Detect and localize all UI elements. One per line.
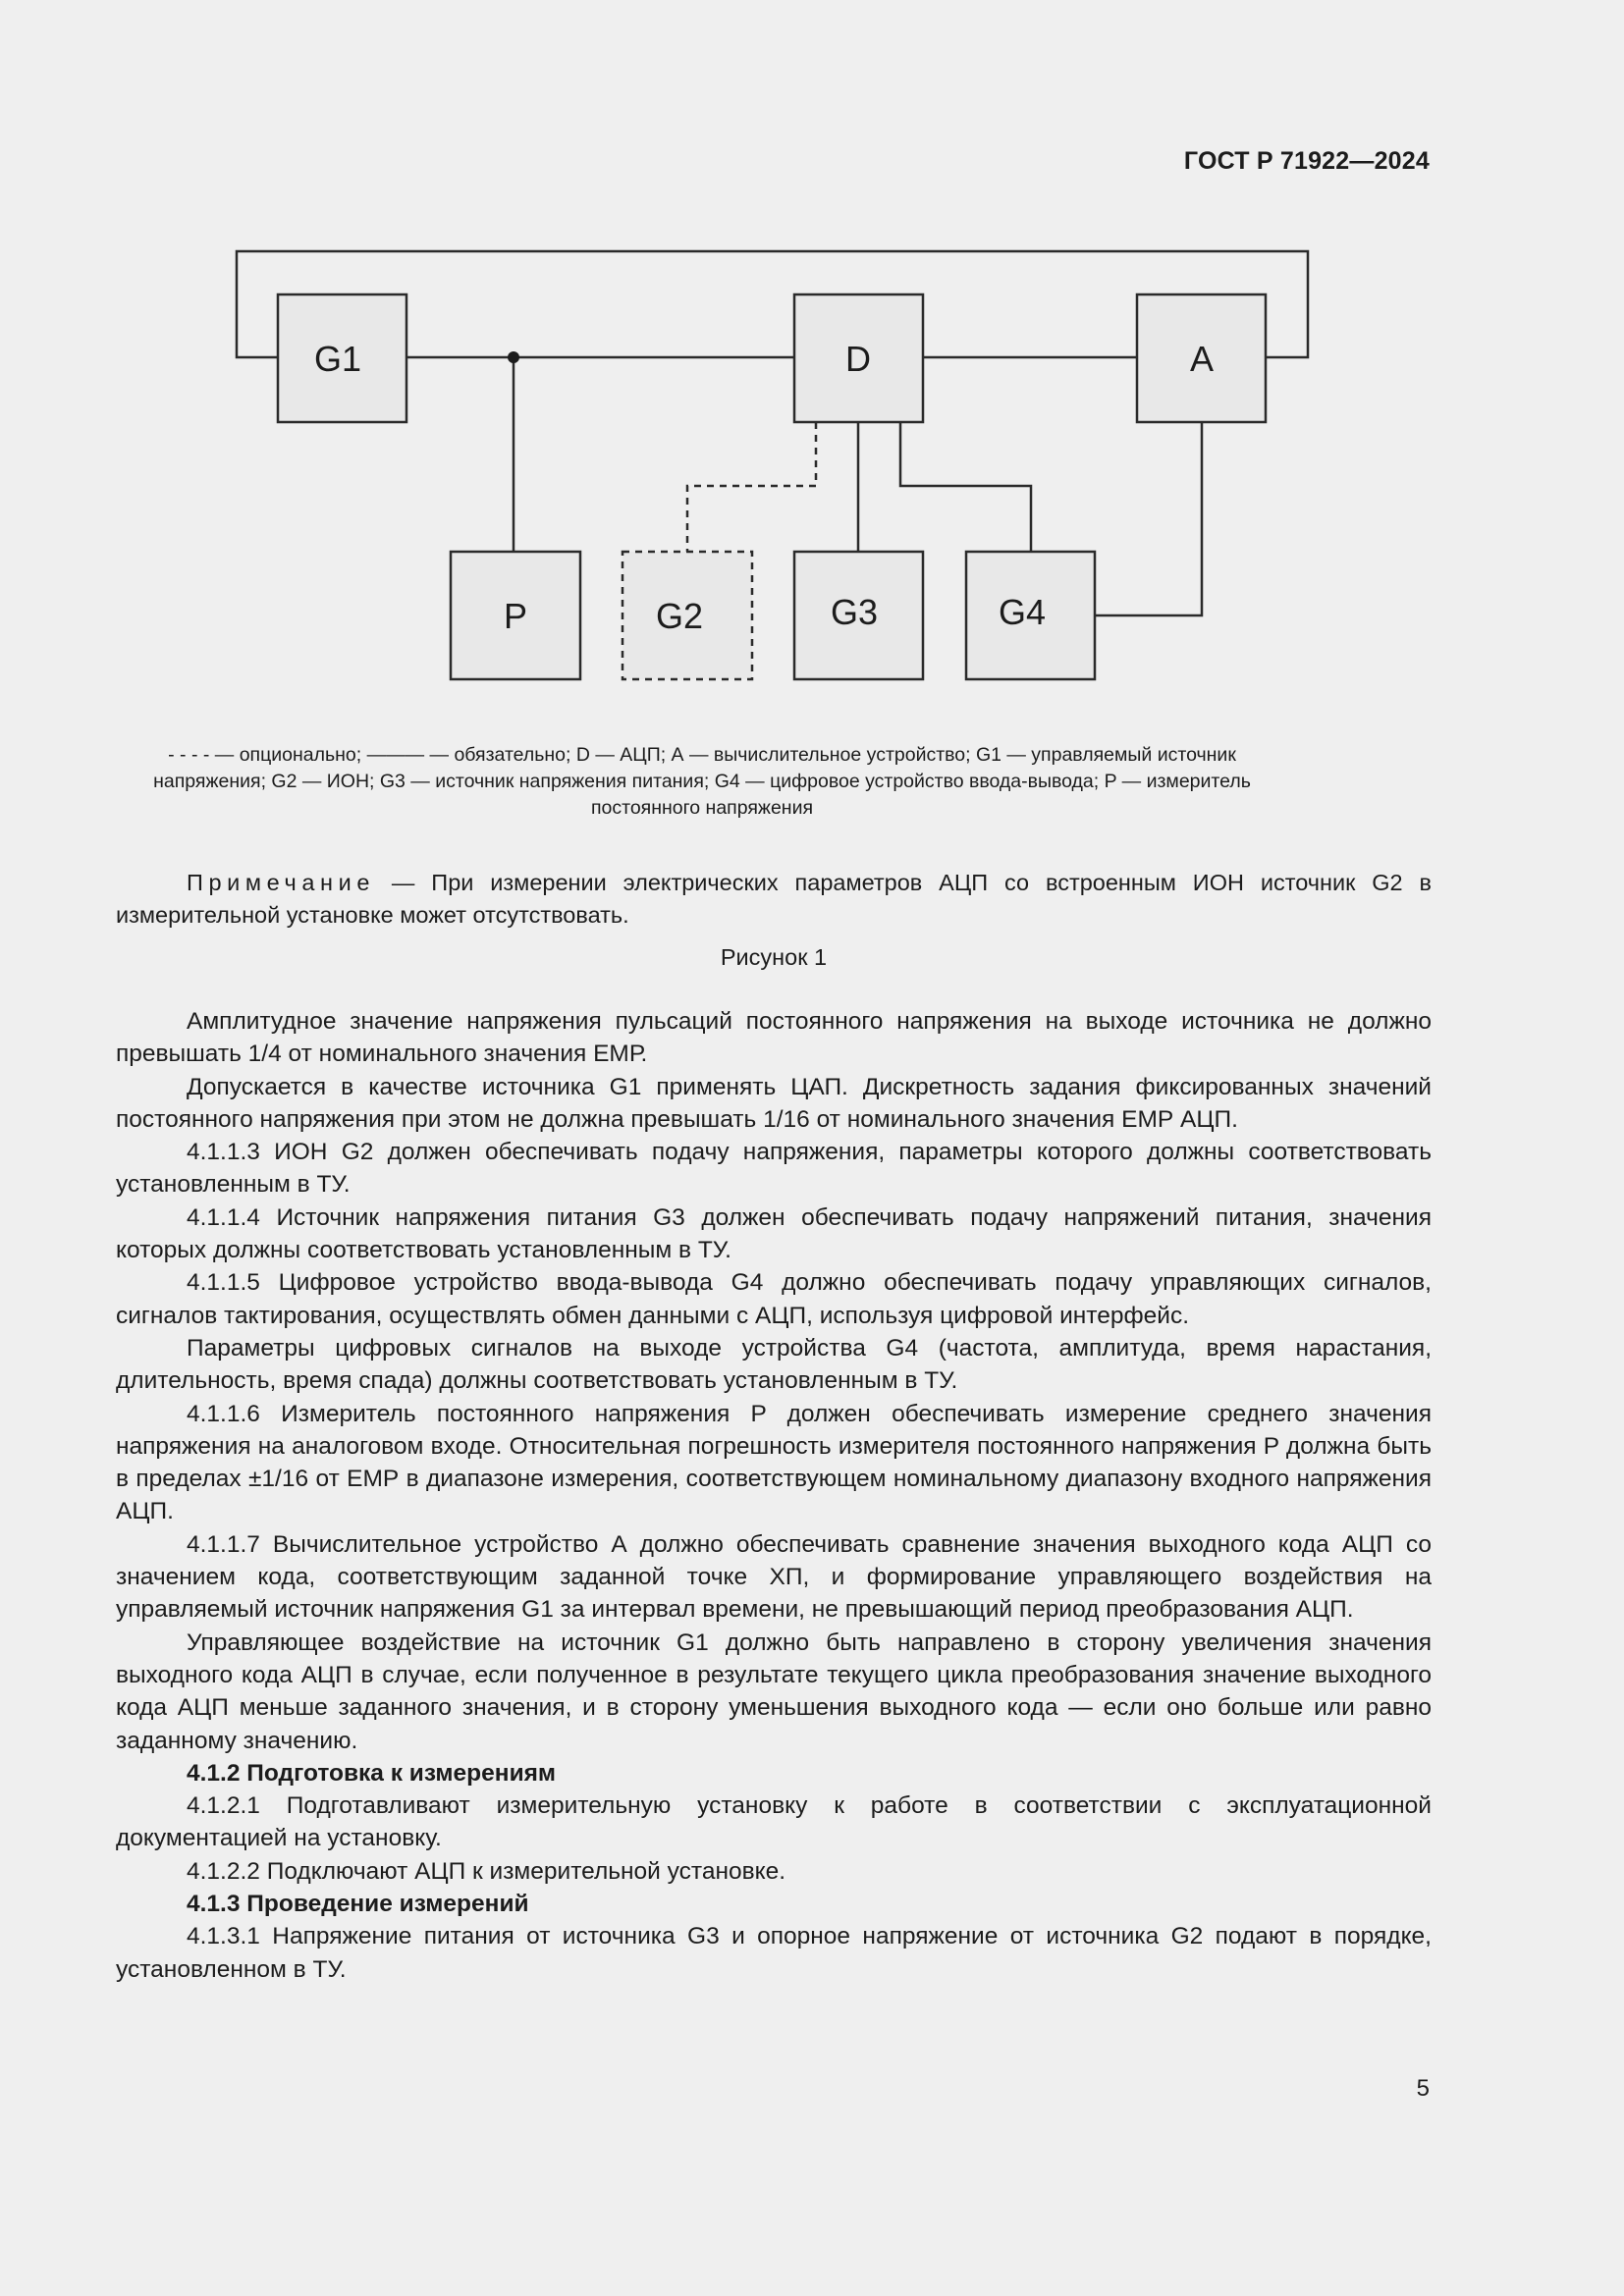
line-d-g2-optional [687, 422, 816, 552]
note-text: — При измерении электрических параметров АЦП со встроенным ИОН источник G2 в измерительной установке может отсутствовать. [116, 870, 1432, 928]
line-d-g4 [900, 422, 1031, 552]
paragraph: 4.1.2.2 Подключают АЦП к измерительной установке. [187, 1857, 786, 1885]
paragraph: Амплитудное значение напряжения пульсаций постоянного напряжения на выходе источника не должно превышать 1/4 от номинального значения ЕМР. [116, 1008, 1432, 1068]
paragraph: 4.1.1.5 Цифровое устройство ввода-вывода G4 должно обеспечивать подачу управляющих сигналов, сигналов тактирования, осуществлять обмен данными с АЦП, используя цифровой интерфейс. [116, 1269, 1432, 1329]
figure-caption: Рисунок 1 [720, 944, 828, 970]
line-a-g4 [1094, 422, 1202, 615]
block-d-label: D [845, 339, 871, 379]
junction-dot [508, 351, 519, 363]
block-g3-label: G3 [830, 592, 879, 632]
paragraph: Допускается в качестве источника G1 применять ЦАП. Дискретность задания фиксированных значений постоянного напряжения при этом не должна превышать 1/16 от номинального значения ЕМР АЦП. [116, 1073, 1432, 1133]
paragraph: 4.1.1.3 ИОН G2 должен обеспечивать подачу напряжения, параметры которого должны соответствовать установленным в ТУ. [116, 1139, 1432, 1199]
legend-line: постоянного напряжения [590, 797, 814, 819]
paragraph: Управляющее воздействие на источник G1 должно быть направлено в сторону увеличения значения выходного кода АЦП в случае, если полученное в результате текущего цикла преобразования значение выходного кода АЦП меньше заданного значения, и в сторону уменьшения выходного кода — если оно больше или равно заданному значению. [116, 1629, 1432, 1754]
paragraph: 4.1.1.6 Измеритель постоянного напряжения P должен обеспечивать измерение среднего значения напряжения на аналоговом входе. Относительная погрешность измерителя постоянного напряжения P должна быть в пределах ±1/16 от ЕМР в диапазоне измерения, соответствующем номинальному диапазону входного напряжения АЦП. [116, 1400, 1432, 1525]
document-code: ГОСТ Р 71922—2024 [1183, 147, 1430, 175]
section-heading: 4.1.3 Проведение измерений [187, 1891, 529, 1918]
paragraph: 4.1.3.1 Напряжение питания от источника G3 и опорное напряжение от источника G2 подают в порядке, установленном в ТУ. [116, 1923, 1432, 1983]
section-heading: 4.1.2 Подготовка к измерениям [187, 1759, 557, 1787]
body-text [116, 1005, 1432, 1986]
block-a-label: A [1189, 339, 1215, 379]
paragraph: 4.1.2.1 Подготавливают измерительную установку к работе в соответствии с эксплуатационной документацией на установку. [116, 1792, 1432, 1852]
legend-line: - - - - — опционально; ——— — обязательно; D — АЦП; А — вычислительное устройство; G1 — управляемый источник [168, 744, 1236, 766]
page-number: 5 [1416, 2075, 1430, 2102]
paragraph: Параметры цифровых сигналов на выходе устройства G4 (частота, амплитуда, время нарастания, длительность, время спада) должны соответствовать установленным в ТУ. [116, 1334, 1432, 1395]
paragraph: 4.1.1.4 Источник напряжения питания G3 должен обеспечивать подачу напряжений питания, значения которых должны соответствовать установленным в ТУ. [116, 1203, 1432, 1264]
note-label: Примечание [187, 870, 376, 895]
paragraph: 4.1.1.7 Вычислительное устройство А должно обеспечивать сравнение значения выходного кода АЦП со значением кода, соответствующим заданной точке ХП, и формирование управляющего воздействия на управляемый источник напряжения G1 за интервал времени, не превышающий период преобразования АЦП. [116, 1530, 1432, 1624]
legend-line: напряжения; G2 — ИОН; G3 — источник напряжения питания; G4 — цифровое устройство ввода-вывода; P — измеритель [153, 771, 1251, 792]
block-g4-label: G4 [998, 592, 1047, 632]
block-p-label: P [503, 596, 528, 636]
figure-legend [137, 742, 1267, 822]
block-g1-label: G1 [313, 339, 362, 379]
figure-note [116, 867, 1432, 932]
block-g2-label: G2 [655, 596, 704, 636]
block-diagram [0, 0, 1624, 707]
